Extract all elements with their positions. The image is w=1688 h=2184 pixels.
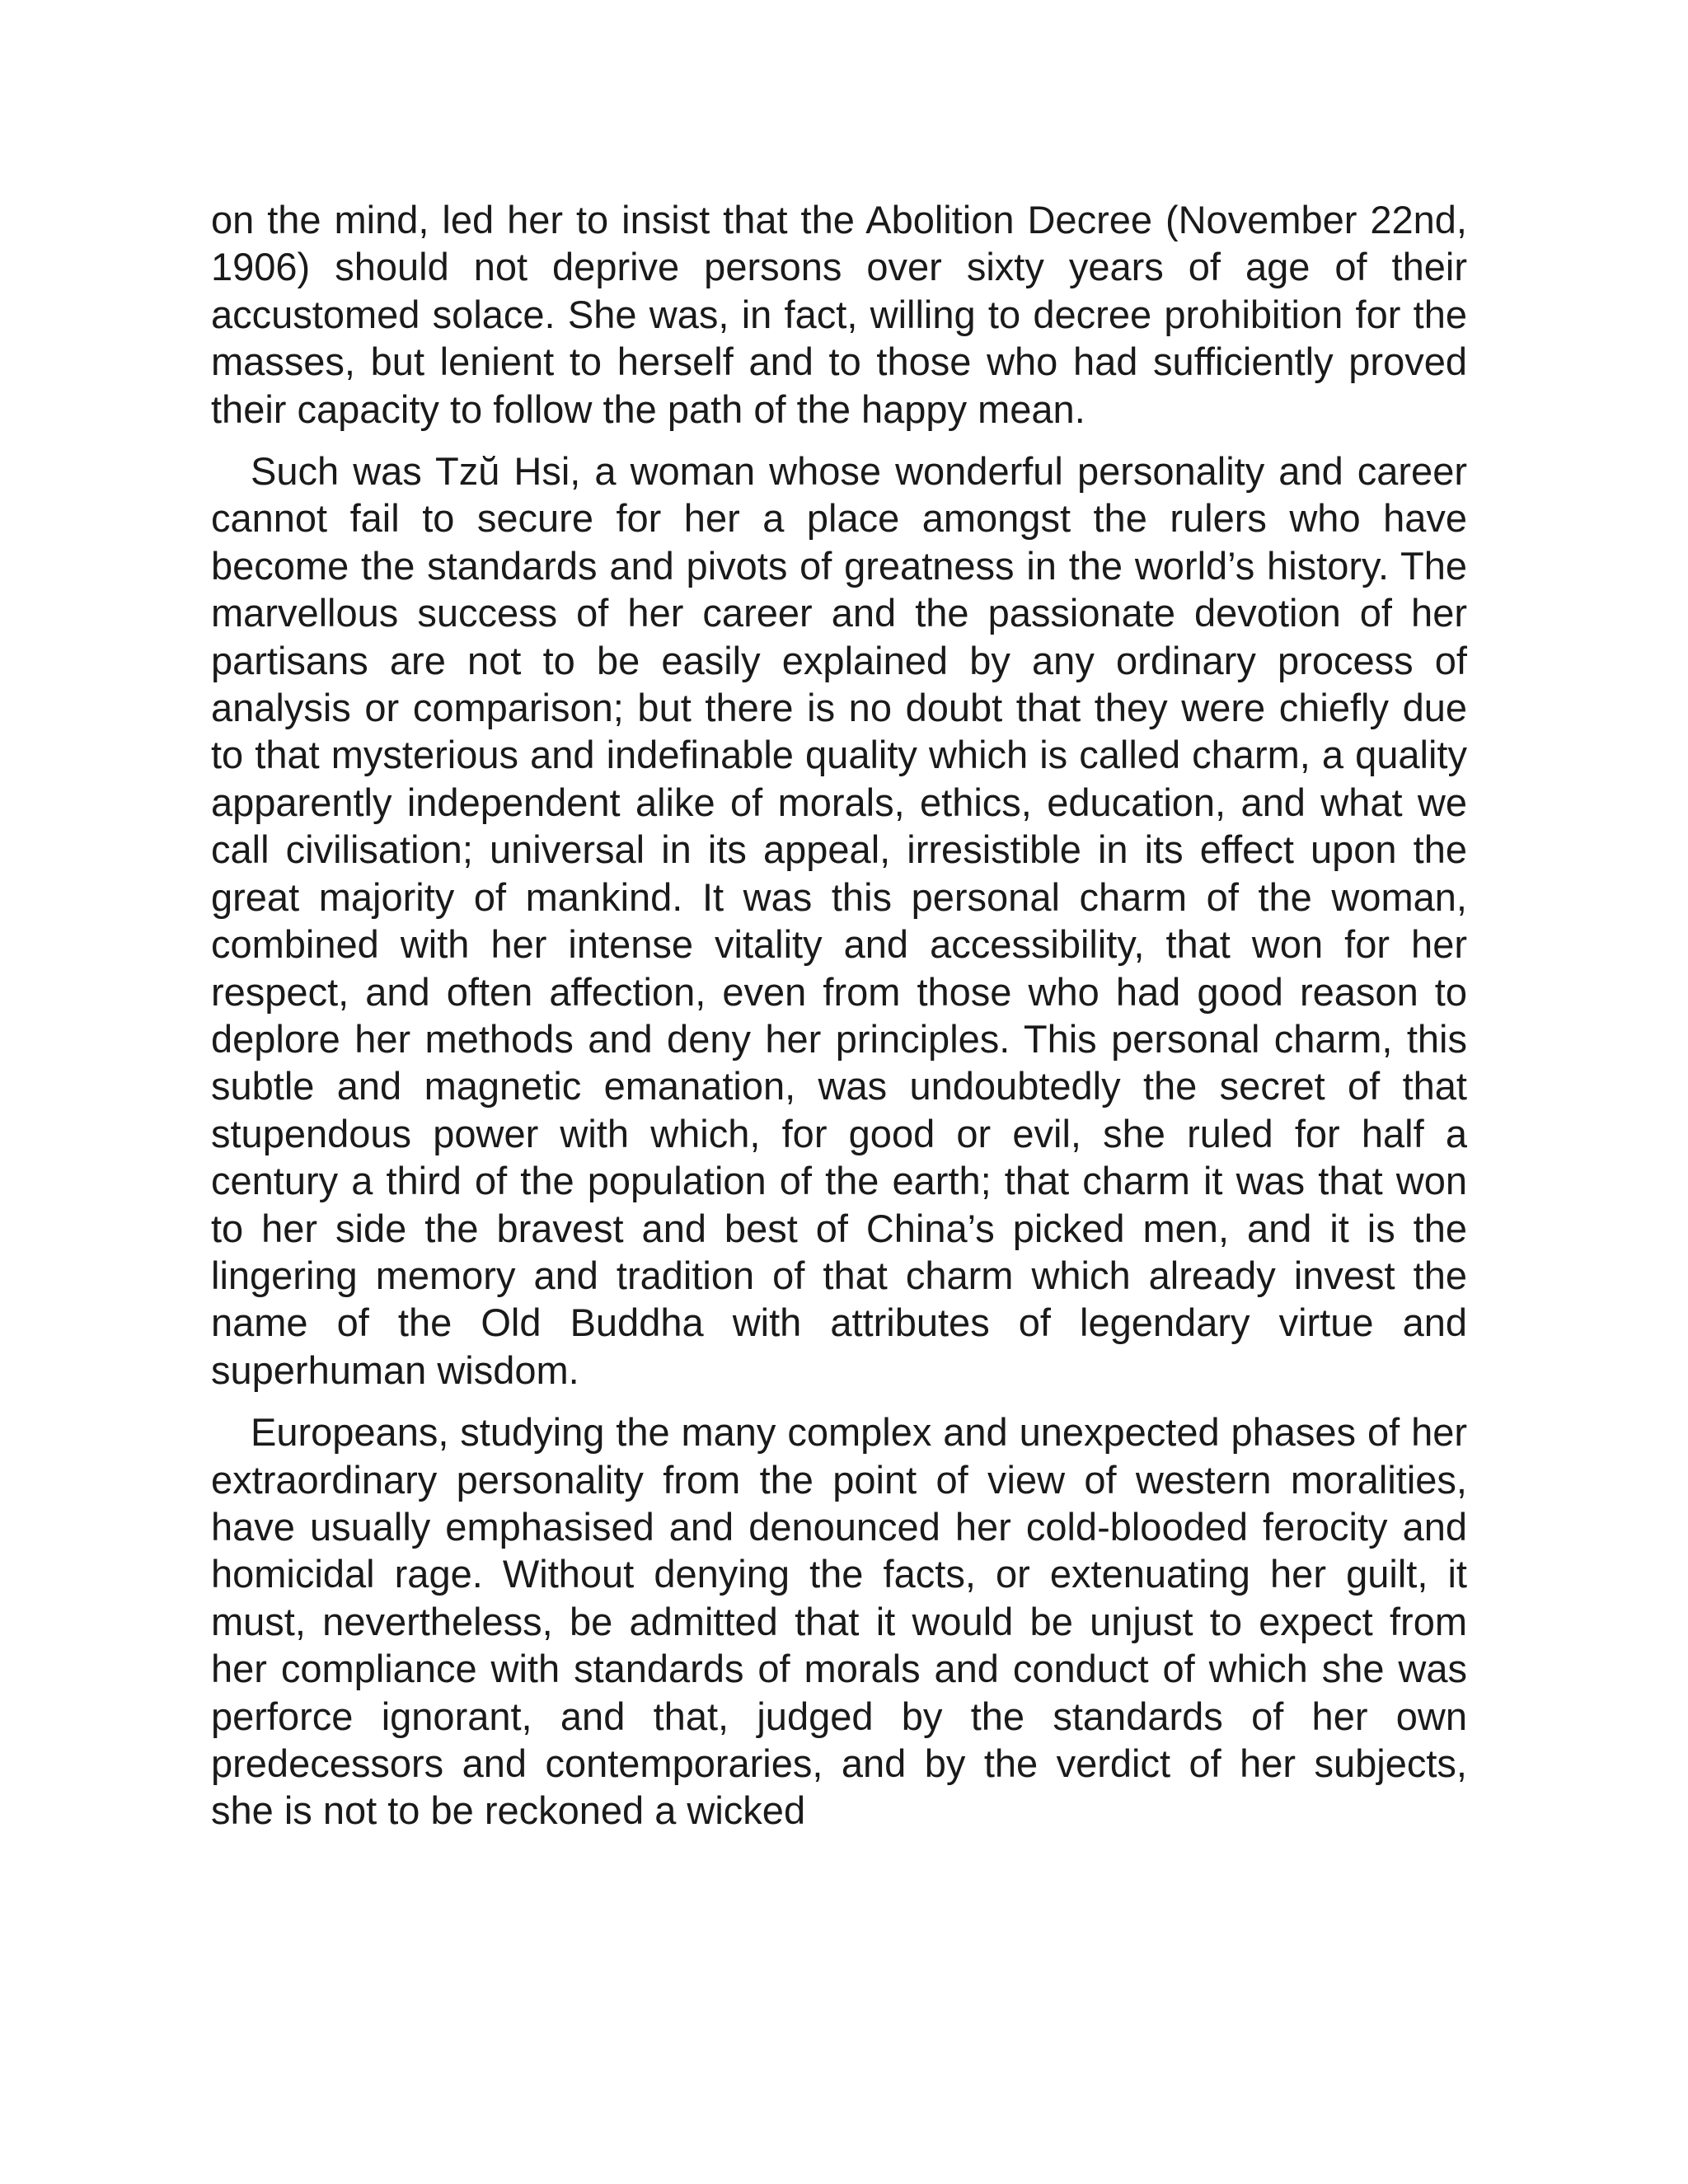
paragraph-3: Europeans, studying the many complex and unexpected phases of her extraordinary personality from the point of view of western moralities, have usually emphasised and denounced her cold-blooded ferocity and homicidal rage. Without denying the facts, or extenuating her guilt, it must, nevertheless, be admitted that it would be unjust to expect from her compliance with standards of morals and conduct of which she was perforce ignorant, and that, judged by the standards of her own predecessors and contemporaries, and by the verdict of her subjects, she is not to be reckoned a wicked (211, 1410, 1467, 1833)
body-text (211, 196, 1467, 1849)
paragraph-2: Such was Tzŭ Hsi, a woman whose wonderful personality and career cannot fail to secure for her a place amongst the rulers who have become the standards and pivots of greatness in the world’s history. The marvellous success of her career and the passionate devotion of her partisans are not to be easily explained by any ordinary process of analysis or comparison; but there is no doubt that they were chiefly due to that mysterious and indefinable quality which is called charm, a quality apparently independent alike of morals, ethics, education, and what we call civilisation; universal in its appeal, irresistible in its effect upon the great majority of mankind. It was this personal charm of the woman, combined with her intense vitality and accessibility, that won for her respect, and often affection, even from those who had good reason to deplore her methods and deny her principles. This personal charm, this subtle and magnetic emanation, was undoubtedly the secret of that stupendous power with which, for good or evil, she ruled for half a century a third of the population of the earth; that charm it was that won to her side the bravest and best of China’s picked men, and it is the lingering memory and tradition of that charm which already invest the name of the Old Buddha with attributes of legendary virtue and superhuman wisdom. (211, 449, 1467, 1392)
paragraph-1: on the mind, led her to insist that the Abolition Decree (November 22nd, 1906) should not deprive persons over sixty years of age of their accustomed solace. She was, in fact, willing to decree prohibition for the masses, but lenient to herself and to those who had sufficiently proved their capacity to follow the path of the happy mean. (211, 198, 1467, 431)
